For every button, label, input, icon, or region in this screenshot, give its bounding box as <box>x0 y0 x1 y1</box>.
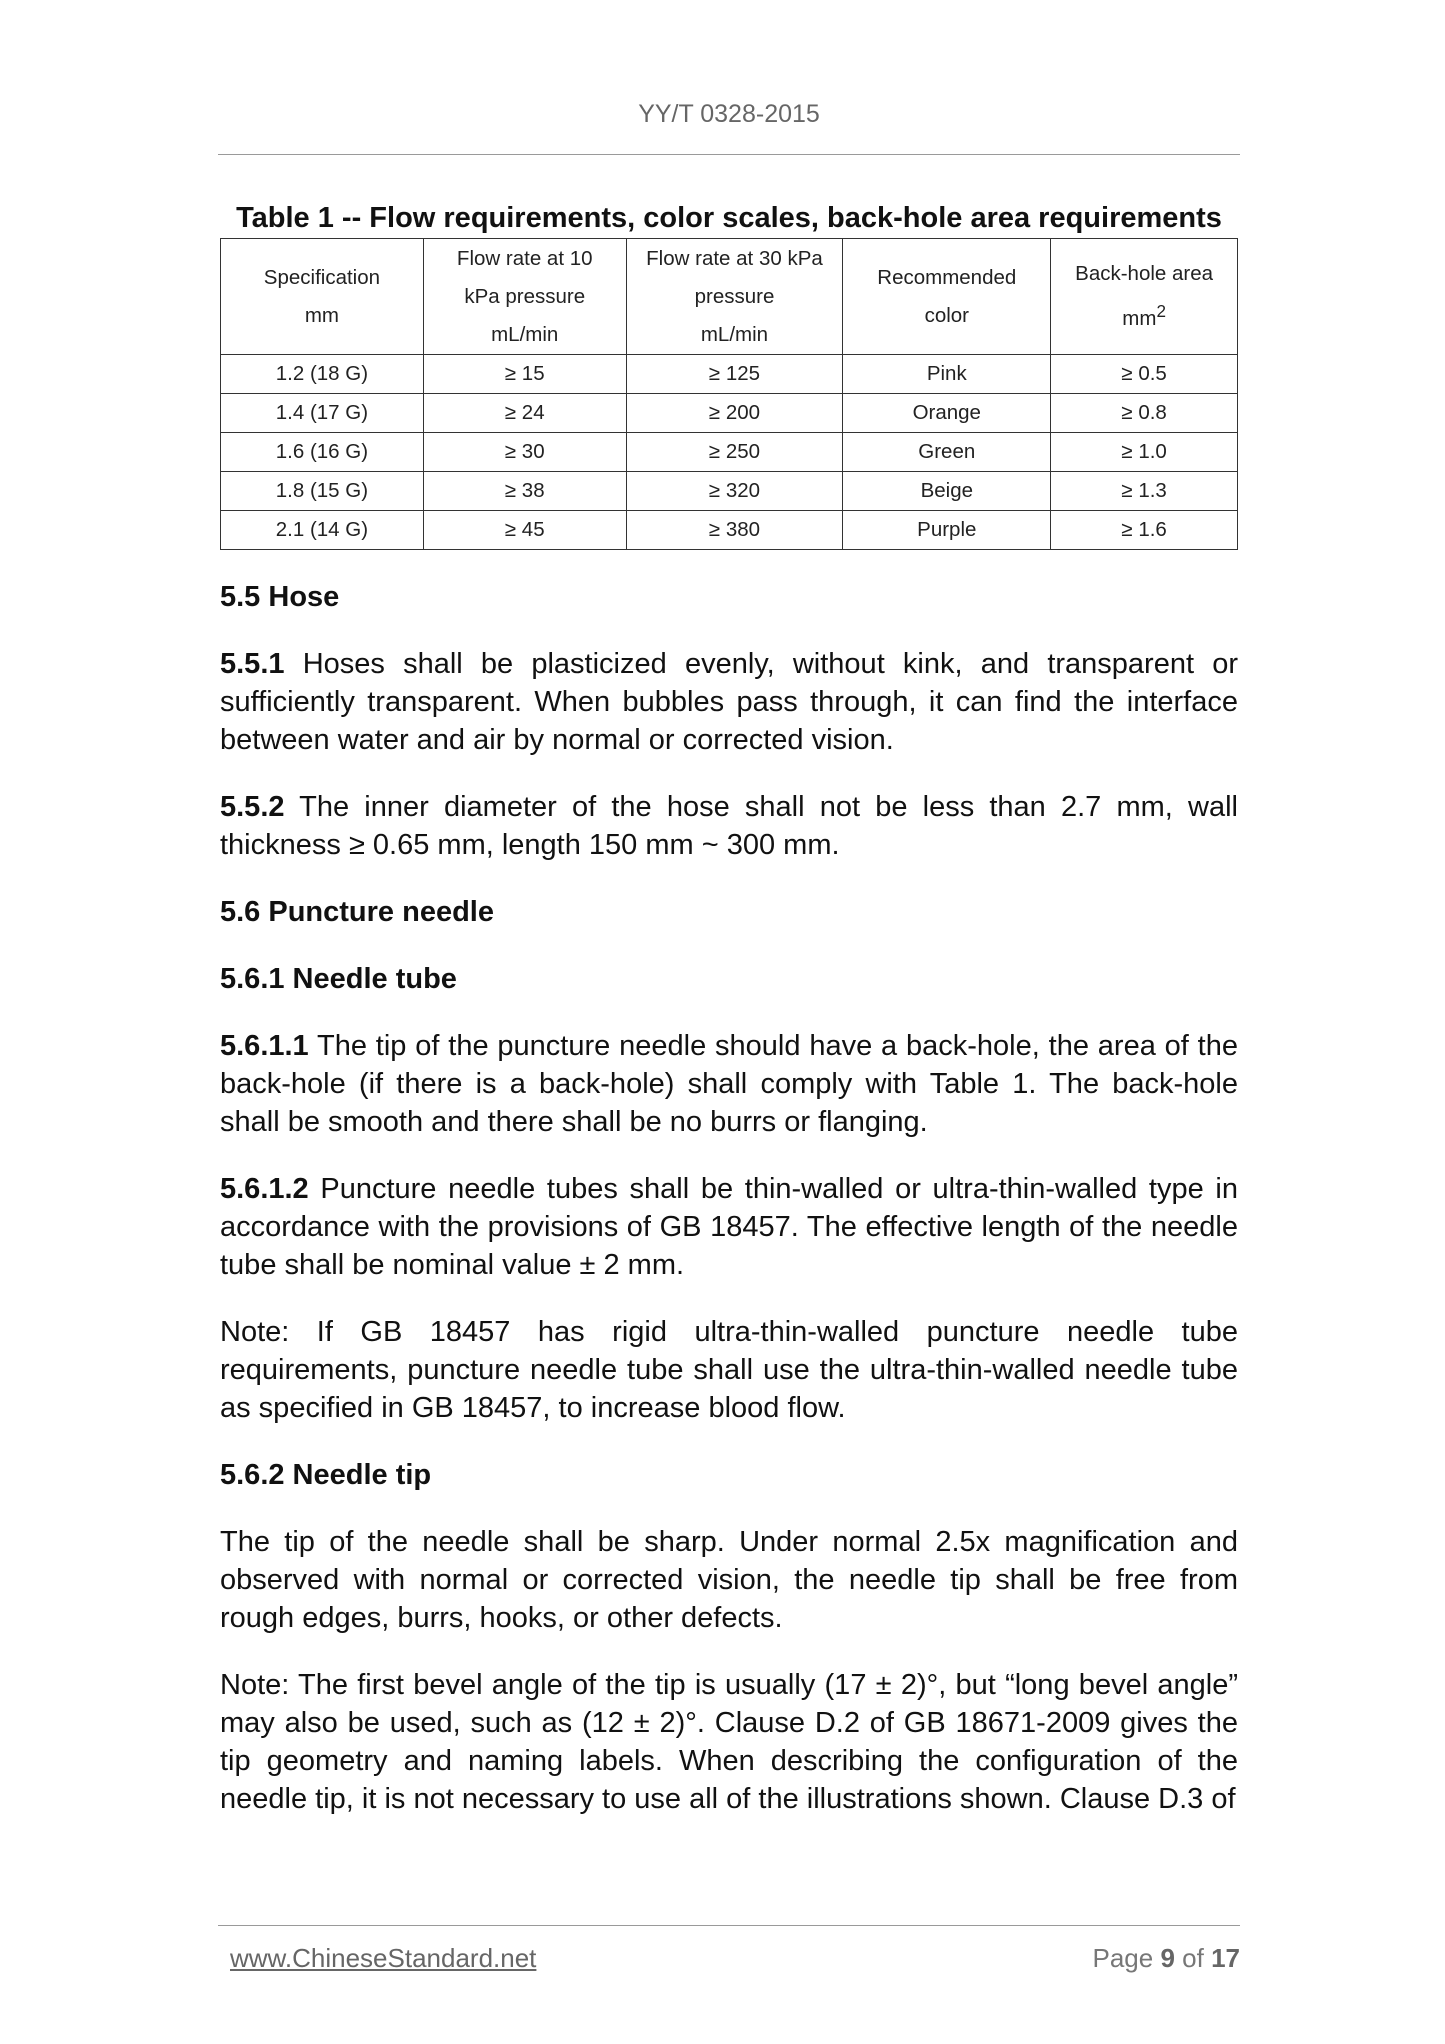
clause-number: 5.5.1 <box>220 648 285 680</box>
heading-5-6-1-needle-tube: 5.6.1 Needle tube <box>220 963 457 995</box>
cell-specification: 1.2 (18 G) <box>221 355 424 394</box>
clause-text: Hoses shall be plasticized evenly, without kink, and transparent or sufficiently transparent. When bubbles pass through, it can find the interface between water and air by normal or corrected vision. <box>220 648 1238 756</box>
table-header-row <box>221 239 1238 355</box>
clause-number: 5.6.1.1 <box>220 1030 309 1062</box>
total-pages-number: 17 <box>1211 1943 1240 1973</box>
cell-flow-30kpa: ≥ 320 <box>626 472 843 511</box>
table-row <box>221 433 1238 472</box>
clause-5-5-1 <box>220 645 1238 759</box>
cell-flow-30kpa: ≥ 200 <box>626 394 843 433</box>
cell-color: Green <box>843 433 1051 472</box>
clause-number: 5.6.1.2 <box>220 1173 309 1205</box>
clause-5-6-1-2 <box>220 1170 1238 1284</box>
note-gb-18457: Note: If GB 18457 has rigid ultra-thin-walled puncture needle tube requirements, puncture needle tube shall use the ultra-thin-walled needle tube as specified in GB 18457, to increase blood flow. <box>220 1316 1238 1424</box>
clause-text: The tip of the puncture needle should have a back-hole, the area of the back-hole (if there is a back-hole) shall comply with Table 1. The back-hole shall be smooth and there shall be no burrs or flanging. <box>220 1030 1238 1138</box>
cell-flow-10kpa: ≥ 15 <box>423 355 626 394</box>
cell-flow-10kpa: ≥ 30 <box>423 433 626 472</box>
cell-color: Purple <box>843 511 1051 550</box>
needle-tip-paragraph: The tip of the needle shall be sharp. Under normal 2.5x magnification and observed with normal or corrected vision, the needle tip shall be free from rough edges, burrs, hooks, or other defects. <box>220 1526 1238 1634</box>
cell-back-hole-area: ≥ 1.0 <box>1051 433 1238 472</box>
heading-5-6-2-needle-tip: 5.6.2 Needle tip <box>220 1459 432 1491</box>
heading-5-5-hose: 5.5 Hose <box>220 581 340 613</box>
table-row <box>221 511 1238 550</box>
cell-specification: 1.6 (16 G) <box>221 433 424 472</box>
document-code: YY/T 0328-2015 <box>638 100 820 128</box>
flow-requirements-table <box>220 238 1238 550</box>
clause-text: Puncture needle tubes shall be thin-walled or ultra-thin-walled type in accordance with the provisions of GB 18457. The effective length of the needle tube shall be nominal value ± 2 mm. <box>220 1173 1238 1281</box>
cell-specification: 1.8 (15 G) <box>221 472 424 511</box>
cell-back-hole-area: ≥ 0.8 <box>1051 394 1238 433</box>
table-row <box>221 394 1238 433</box>
header-flow-30kpa: Flow rate at 30 kPa pressure mL/min <box>626 239 843 355</box>
heading-5-6-puncture-needle: 5.6 Puncture needle <box>220 896 494 928</box>
cell-flow-10kpa: ≥ 24 <box>423 394 626 433</box>
table-row <box>221 472 1238 511</box>
website-link[interactable]: www.ChineseStandard.net <box>230 1943 537 1973</box>
page-indicator <box>1092 1943 1240 1974</box>
cell-back-hole-area: ≥ 1.6 <box>1051 511 1238 550</box>
cell-flow-30kpa: ≥ 380 <box>626 511 843 550</box>
header-divider <box>218 154 1240 155</box>
cell-specification: 2.1 (14 G) <box>221 511 424 550</box>
header-flow-10kpa: Flow rate at 10 kPa pressure mL/min <box>423 239 626 355</box>
cell-color: Pink <box>843 355 1051 394</box>
clause-5-5-2 <box>220 788 1238 864</box>
cell-specification: 1.4 (17 G) <box>221 394 424 433</box>
clause-text: The inner diameter of the hose shall not be less than 2.7 mm, wall thickness ≥ 0.65 mm, length 150 mm ~ 300 mm. <box>220 791 1238 861</box>
table-row <box>221 355 1238 394</box>
header-back-hole-area: Back-hole area $mm^2$ <box>1051 239 1238 355</box>
header-specification: Specification mm <box>221 239 424 355</box>
cell-flow-30kpa: ≥ 125 <box>626 355 843 394</box>
note-bevel-angle: Note: The first bevel angle of the tip is usually (17 ± 2)°, but “long bevel angle” may also be used, such as (12 ± 2)°. Clause D.2 of GB 18671-2009 gives the tip geometry and naming labels. When describing the configuration of the needle tip, it is not necessary to use all of the illustrations shown. Clause D.3 of <box>220 1669 1238 1815</box>
cell-color: Beige <box>843 472 1051 511</box>
current-page-number: 9 <box>1160 1943 1175 1973</box>
cell-flow-30kpa: ≥ 250 <box>626 433 843 472</box>
cell-flow-10kpa: ≥ 45 <box>423 511 626 550</box>
header-recommended-color: Recommended color <box>843 239 1051 355</box>
footer-divider <box>218 1925 1240 1926</box>
table-caption: Table 1 -- Flow requirements, color scales, back-hole area requirements <box>236 202 1222 234</box>
page-label: Page <box>1092 1943 1154 1973</box>
cell-back-hole-area: ≥ 1.3 <box>1051 472 1238 511</box>
clause-5-6-1-1 <box>220 1027 1238 1141</box>
cell-back-hole-area: ≥ 0.5 <box>1051 355 1238 394</box>
clause-number: 5.5.2 <box>220 791 285 823</box>
cell-flow-10kpa: ≥ 38 <box>423 472 626 511</box>
cell-color: Orange <box>843 394 1051 433</box>
document-body <box>220 578 1238 1847</box>
of-label: of <box>1182 1943 1204 1973</box>
